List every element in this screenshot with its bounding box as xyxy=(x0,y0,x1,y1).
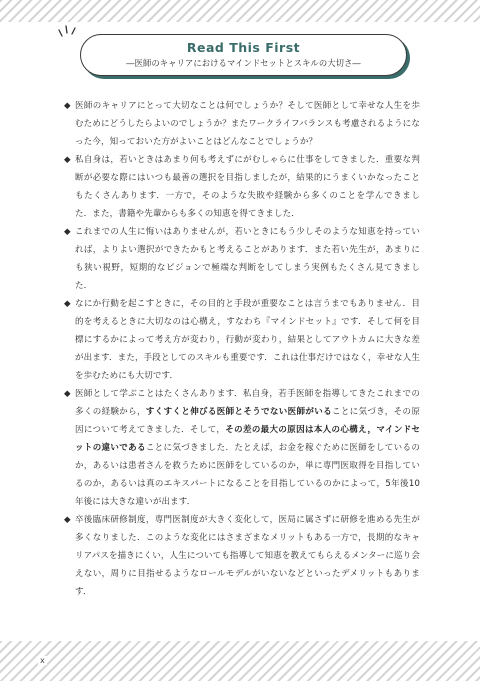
section-title: Read This First xyxy=(186,40,301,55)
paragraph-text: なにか行動を起こすときに，その目的と手段が重要なことは言うまでもありません．目的を考えるときに大切なのは心構え，すなわち『マインドセット』です．そして何を目標にするかによって考え方が変わり，行動が変わり，結果としてアウトカムに大きな差が出ます．また，手段としてのスキルも重要です．これは仕事だけではなく，幸せな人生を歩むためにも大切です． xyxy=(75,299,420,381)
paragraph-text: 医師として学ぶことはたくさんあります．私自身，若手医師を指導してきたこれまでの多くの経験から， xyxy=(75,389,420,417)
paragraph-text: 医師のキャリアにとって大切なことは何でしょうか？そして医師として幸せな人生を歩むためにどうしたらよいのでしょうか？またワークライフバランスも考慮されるようになった今，知っておいた方がよいことはどんなことでしょうか？ xyxy=(75,101,420,147)
emphasis-text: その差の最大の原因は本人の心構え，マインドセットの違いである xyxy=(75,425,420,453)
emphasis-sparks-icon xyxy=(58,24,80,42)
paragraph-text: ことに気づきました．たとえば，お金を稼ぐために医師をしているのか，あるいは患者さんを救うために医師をしているのか，単に専門医取得を目指しているのか，あるいは真のエキスパートになることを目指しているのかによって，5年後10年後には大きな違いが出ます． xyxy=(75,443,420,507)
bullet-paragraph xyxy=(64,97,420,151)
bullet-paragraph xyxy=(64,295,420,385)
paragraph-text: これまでの人生に悔いはありませんが，若いときにもう少しそのような知恵を持っていれば，よりよい選択ができたかもと考えることがあります．また若い先生が，あまりにも狭い視野，短期的なビジョンで極端な判断をしてしまう実例もたくさん見てきました． xyxy=(75,227,420,291)
bottom-stripe-band xyxy=(0,641,480,681)
top-stripe-band xyxy=(0,0,480,22)
bullet-paragraph xyxy=(64,223,420,295)
body-text xyxy=(64,97,420,601)
bullet-paragraph xyxy=(64,385,420,511)
paragraph-text: 卒後臨床研修制度，専門医制度が大きく変化して，医局に属さずに研修を進める先生が多くなりました．このような変化にはさまざまなメリットもある一方で，長期的なキャリアパスを描きにくい，人生についても指導して知恵を教えてもらえるメンターに巡り会えない，周りに目指せるようなロールモデルがいないなどといったデメリットもあります． xyxy=(75,515,420,597)
paragraph-text: 私自身は，若いときはあまり何も考えずにがむしゃらに仕事をしてきました．重要な判断が必要な際にはいつも最善の選択を目指しましたが，結果的にうまくいかなったこともたくさんあります．一方で，そのような失敗や経験から多くのことを学んできました．また，書籍や先輩からも多くの知恵を得てきました． xyxy=(75,155,420,219)
paragraph-text: ことに気づき，その原因について考えてきました．そして， xyxy=(75,407,421,435)
section-subtitle: ―医師のキャリアにおけるマインドセットとスキルの大切さ― xyxy=(126,58,361,68)
bullet-paragraph xyxy=(64,511,420,601)
page-number: x xyxy=(40,656,45,665)
bullet-paragraph xyxy=(64,151,420,223)
emphasis-text: すくすくと伸びる医師とそうでない医師がいる xyxy=(145,407,332,417)
section-heading-box xyxy=(80,34,407,76)
